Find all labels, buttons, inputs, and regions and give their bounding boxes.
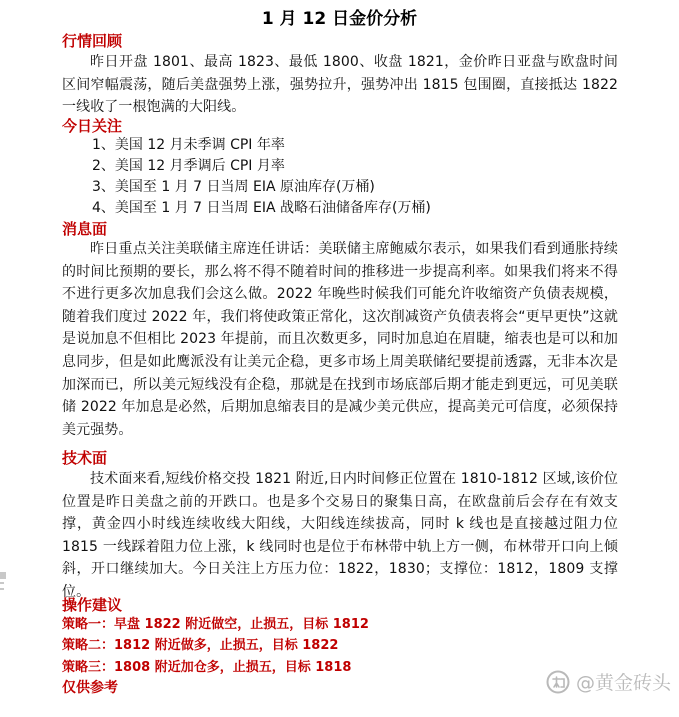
review-heading: 行情回顾 — [62, 32, 123, 50]
news-paragraph: 昨日重点关注美联储主席连任讲话：美联储主席鲍威尔表示，如果我们看到通胀持续的时间比预期的要长，那么将不得不随着时间的推移进一步提高利率。如果我们将来不得不进行更多次加息我们会这么做。2022 年晚些时候我们可能允许收缩资产负债表规模，随着我们度过 2022 年，我们将使政策正常化，这次削减资产负债表将会“更早更快”这就是说加息不但相比 2023 年提前，而且次数更多，同时加息迫在眉睫，缩表也是可以和加息同步，但是如此鹰派没有让美元企稳，更多市场上周美联储纪要提前透露，无非本次是加深而已，所以美元短线没有企稳，那就是在找到市场底部后期才能走到更远，可见美联储 2022 年加息是必然，后期加息缩表目的是减少美元供应，提高美元可信度，必须保持美元强势。 — [62, 241, 618, 438]
watermark — [546, 668, 671, 695]
advice-item-1: 策略一：早盘 1822 附近做空，止损五，目标 1812 — [62, 617, 369, 632]
review-paragraph: 昨日开盘 1801、最高 1823、最低 1800、收盘 1821，金价昨日亚盘与欧盘时间区间窄幅震荡，随后美盘强势上涨，强势拉升，强势冲出 1815 包围圈，直接抵达 1822 一线收了一根饱满的大阳线。 — [62, 54, 618, 116]
today-item-3: 3、美国至 1 月 7 日当周 EIA 原油库存(万桶) — [92, 179, 375, 195]
advice-item-2: 策略二：1812 附近做多，止损五，目标 1822 — [62, 638, 339, 654]
watermark-text: @黄金砖头 — [575, 672, 671, 694]
news-heading: 消息面 — [62, 220, 108, 238]
advice-heading: 操作建议 — [62, 596, 123, 614]
today-item-1: 1、美国 12 月未季调 CPI 年率 — [92, 137, 285, 153]
today-list — [92, 135, 431, 219]
technical-paragraph: 技术面来看,短线价格交投 1821 附近,日内时间修正位置在 1810-1812 区域,该价位位置是昨日美盘之前的开跌口。也是多个交易日的聚集日高，在欧盘前后会存在有效支撑，黄金四小时线连续收线大阳线，大阳线连续拔高，同时 k 线也是直接越过阻力位 1815 一线踩着阻力位上涨，k 线同时也是位于布林带中轨上方一侧，布林带开口向上倾斜，开口继续加大。今日关注上方压力位：1822，1830；支撑位：1812，1809 支撑位。 — [62, 471, 618, 600]
technical-heading: 技术面 — [62, 449, 108, 467]
advice-list — [62, 614, 369, 678]
footer-note: 仅供参考 — [62, 680, 118, 696]
page-margin-marker-icon — [0, 570, 8, 598]
today-item-2: 2、美国 12 月季调后 CPI 月率 — [92, 158, 285, 174]
zhihu-logo-icon — [546, 670, 570, 694]
advice-item-3: 策略三：1808 附近加仓多，止损五，目标 1818 — [62, 659, 352, 675]
today-item-4: 4、美国至 1 月 7 日当周 EIA 战略石油储备库存(万桶) — [92, 200, 431, 216]
page-title: 1 月 12 日金价分析 — [261, 9, 418, 29]
today-heading: 今日关注 — [62, 117, 123, 135]
